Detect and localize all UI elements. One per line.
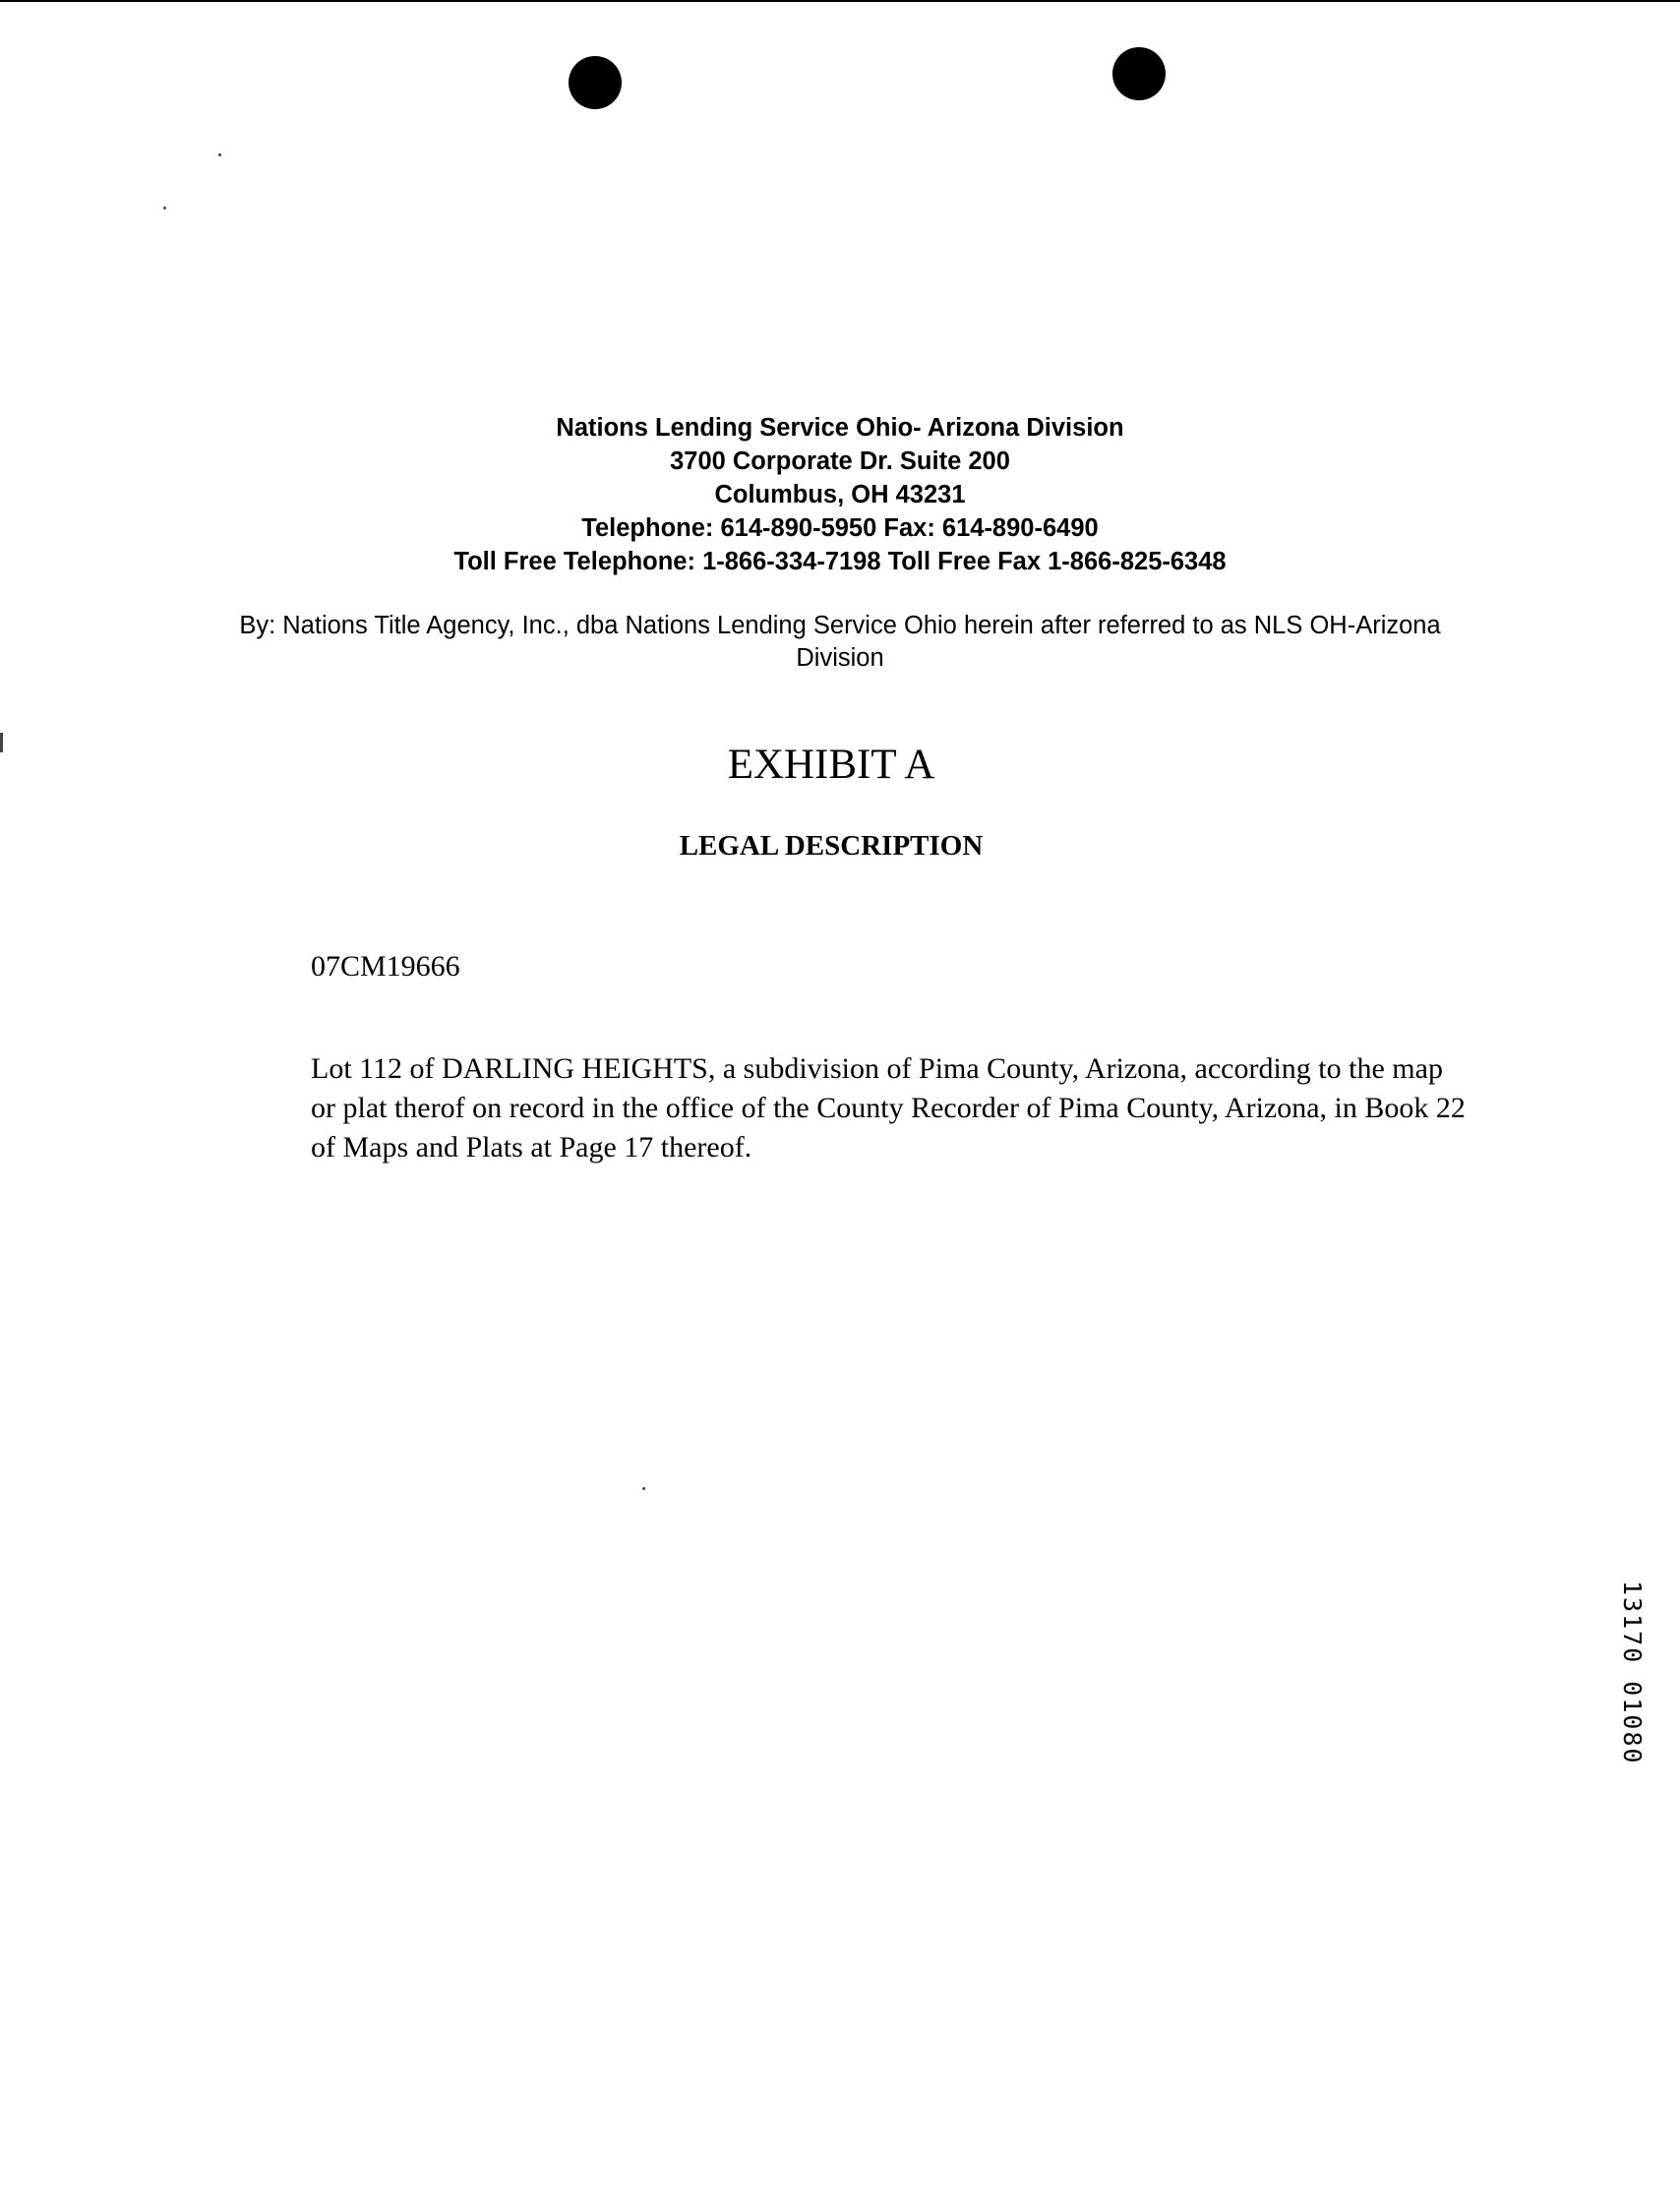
punch-hole-left	[569, 56, 622, 109]
legal-description: Lot 112 of DARLING HEIGHTS, a subdivision of Pima County, Arizona, according to the map or plat therof on record in the office of the County Recorder of Pima County, Arizona, in Book 22 of Maps and Plats at Page 17 thereof.	[311, 1052, 1466, 1163]
exhibit-title: EXHIBIT A	[727, 742, 935, 788]
letterhead	[0, 411, 1680, 578]
company-address: 3700 Corporate Dr. Suite 200	[670, 447, 1010, 475]
recording-stamp-text: 13170 01080	[1618, 1581, 1647, 1765]
company-toll-free: Toll Free Telephone: 1-866-334-7198 Toll Free Fax 1-866-825-6348	[453, 548, 1227, 575]
company-city: Columbus, OH 43231	[714, 481, 966, 508]
scan-speck	[163, 207, 166, 209]
scan-speck	[218, 153, 221, 156]
company-name: Nations Lending Service Ohio- Arizona Division	[556, 414, 1124, 442]
scan-top-edge	[0, 0, 1680, 2]
punch-hole-right	[1112, 47, 1166, 100]
file-number: 07CM19666	[311, 950, 460, 983]
scan-speck	[642, 1487, 645, 1490]
by-line: By: Nations Title Agency, Inc., dba Nations Lending Service Ohio herein after referred to as NLS OH-Arizona Division	[239, 612, 1441, 672]
exhibit-subtitle: LEGAL DESCRIPTION	[679, 830, 984, 862]
recording-stamp	[1615, 1581, 1645, 1846]
company-phone: Telephone: 614-890-5950 Fax: 614-890-6490	[581, 514, 1099, 542]
